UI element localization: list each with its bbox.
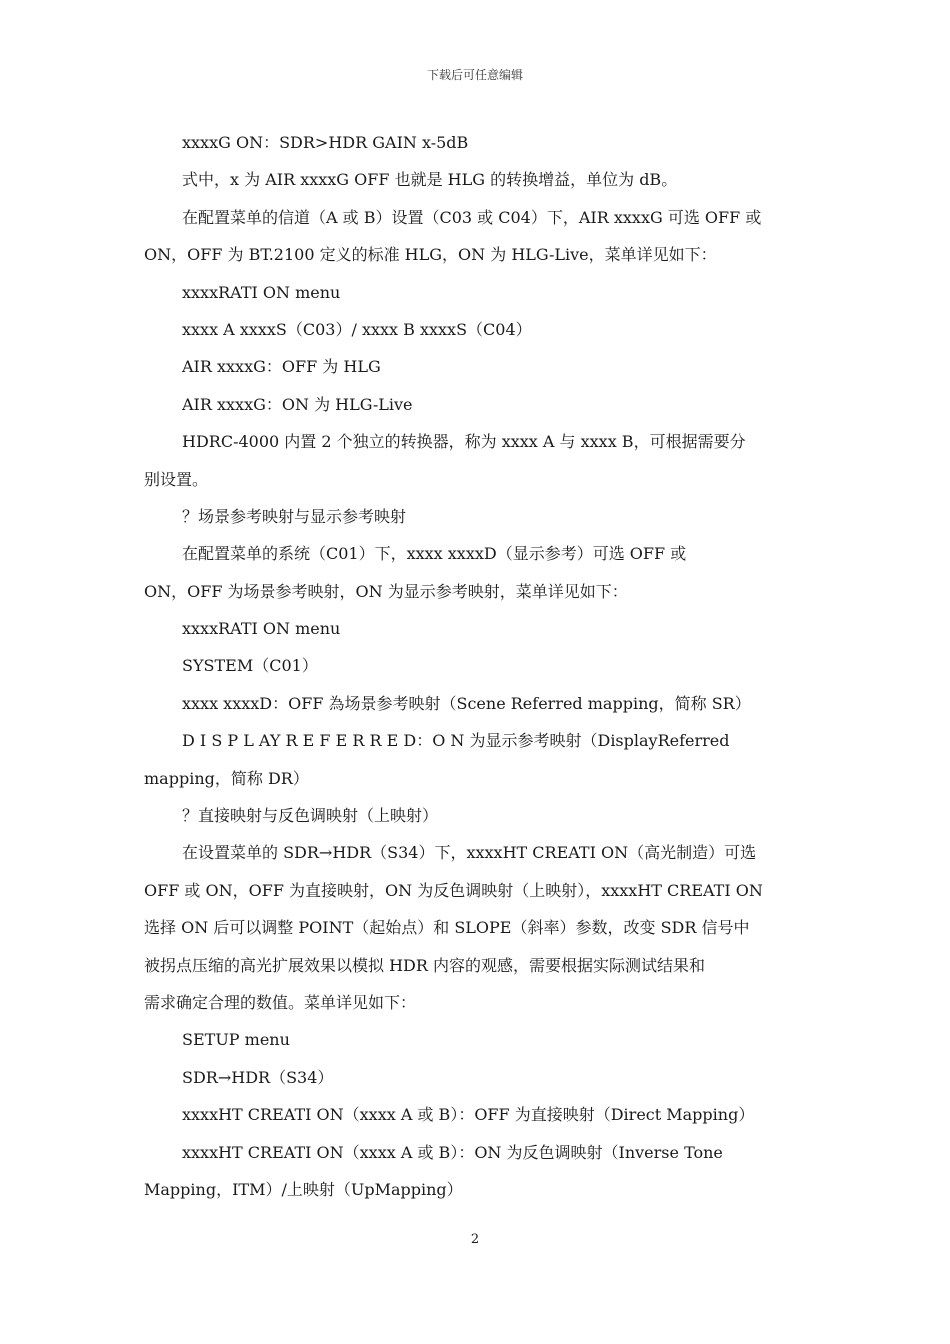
page-header: 下载后可任意编辑 [426,68,523,82]
text-line: ON，OFF 为 BT.2100 定义的标准 HLG，ON 为 HLG-Live，菜单详见如下： [144,245,717,265]
text-line: SYSTEM（C01） [182,656,318,676]
text-line: D I S P L AY R E F E R R E D：O N 为显示参考映射（DisplayReferred [182,731,730,751]
text-line: 式中，x 为 AIR xxxxG OFF 也就是 HLG 的转换增益，单位为 dB。 [182,170,678,190]
text-line: SDR→HDR（S34） [182,1067,334,1087]
text-line: Mapping，ITM）/上映射（UpMapping） [144,1179,463,1199]
text-line: xxxx A xxxxS（C03）/ xxxx B xxxxS（C04） [182,319,532,339]
text-line: ？直接映射与反色调映射（上映射） [182,806,439,826]
page-number: 2 [470,1232,480,1247]
text-line: mapping，简称 DR） [144,768,309,788]
text-line: xxxxRATI ON menu [182,619,341,639]
text-line: 在配置菜单的信道（A 或 B）设置（C03 或 C04）下，AIR xxxxG 可选 OFF 或 [182,207,762,227]
text-line: OFF 或 ON，OFF 为直接映射，ON 为反色调映射（上映射），xxxxHT CREATI ON [144,880,763,900]
text-line: 需求确定合理的数值。菜单详见如下： [144,992,417,1012]
text-line: xxxxHT CREATI ON（xxxx A 或 B）：ON 为反色调映射（Inverse Tone [182,1142,723,1162]
text-line: xxxxG ON：SDR>HDR GAIN x-5dB [182,133,469,152]
text-line: 在设置菜单的 SDR→HDR（S34）下，xxxxHT CREATI ON（高光制造）可选 [182,843,757,863]
text-line: AIR xxxxG：ON 为 HLG-Live [182,394,413,414]
text-line: 选择 ON 后可以调整 POINT（起始点）和 SLOPE（斜率）参数，改变 SDR 信号中 [144,918,750,938]
text-line: 在配置菜单的系统（C01）下，xxxx xxxxD（显示参考）可选 OFF 或 [182,544,687,564]
text-line: SETUP menu [182,1030,290,1050]
text-line: ON，OFF 为场景参考映射，ON 为显示参考映射，菜单详见如下： [144,581,628,601]
text-line: ？场景参考映射与显示参考映射 [182,506,407,526]
document-body [144,124,807,1208]
text-line: AIR xxxxG：OFF 为 HLG [182,357,381,377]
text-line: 被拐点压缩的高光扩展效果以模拟 HDR 内容的观感，需要根据实际测试结果和 [144,955,706,975]
text-line: 别设置。 [144,469,209,489]
text-line: xxxx xxxxD：OFF 為场景参考映射（Scene Referred mapping，简称 SR） [182,693,751,713]
text-line: xxxxRATI ON menu [182,282,341,302]
text-line: HDRC-4000 内置 2 个独立的转换器，称为 xxxx A 与 xxxx B，可根据需要分 [182,432,746,452]
text-line: xxxxHT CREATI ON（xxxx A 或 B）：OFF 为直接映射（Direct Mapping） [182,1105,755,1125]
